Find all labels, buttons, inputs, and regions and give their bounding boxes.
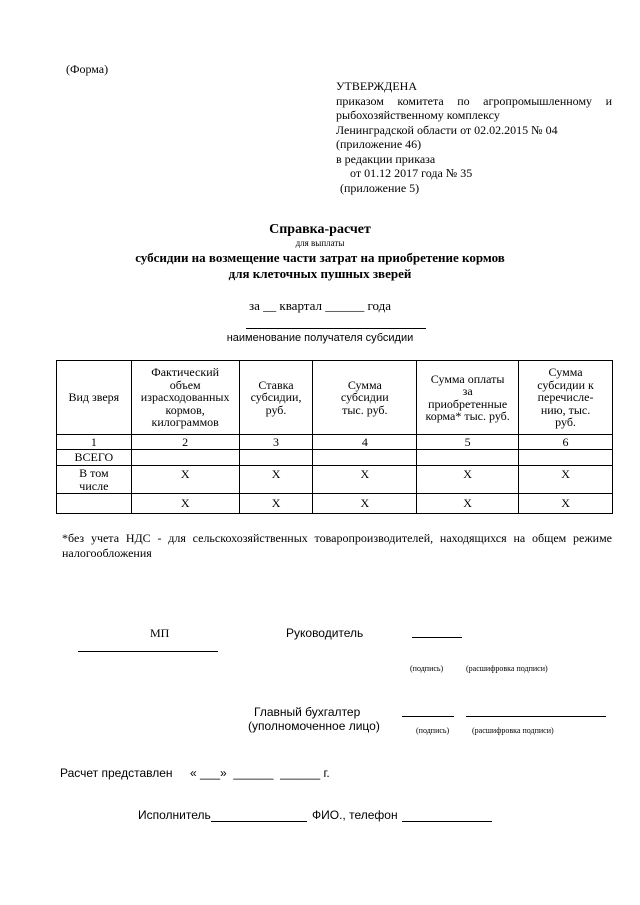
row-label: В том числе <box>57 466 132 494</box>
fio-phone-label: ФИО., телефон <box>312 808 398 822</box>
number-cell: 6 <box>519 435 613 450</box>
sign-caption: (подпись) <box>416 726 450 735</box>
table-row-total <box>57 450 613 466</box>
header-cell: Вид зверя <box>57 361 132 435</box>
header-cell: Сумма субсидии тыс. руб. <box>313 361 417 435</box>
doc-subtitle: для выплаты <box>295 238 345 248</box>
form-label: (Форма) <box>66 62 109 76</box>
table-row-extra <box>57 494 613 514</box>
recipient-caption: наименование получателя субсидии <box>226 332 414 344</box>
approval-line: приказом комитета по агропромышленному и <box>336 93 612 108</box>
doc-title-line: для клеточных пушных зверей <box>228 266 412 281</box>
footnote: *без учета НДС - для сельскохозяйственных товаропроизводителей, находящихся на общем режиме налогообложения <box>62 531 612 560</box>
table-header-row <box>57 361 613 435</box>
table-row-incl <box>57 466 613 494</box>
approval-block <box>336 79 612 195</box>
header-cell: Сумма оплаты за приобретенные корма* тыс. руб. <box>417 361 519 435</box>
table-cell <box>131 450 239 466</box>
head-label: Руководитель <box>286 626 364 640</box>
x-cell: X <box>313 494 417 514</box>
fio-phone-line <box>402 821 492 822</box>
x-cell: X <box>131 466 239 494</box>
stamp-line <box>78 651 218 652</box>
stamp-label: МП <box>150 626 170 640</box>
row-label: ВСЕГО <box>57 450 132 466</box>
submitted-date: « ___» ______ ______ г. <box>190 766 330 780</box>
recipient-line <box>246 328 426 329</box>
accountant-signature-line <box>402 716 454 717</box>
header-cell: Сумма субсидии к перечисле-нию, тыс. руб. <box>519 361 613 435</box>
header-cell: Ставка субсидии, руб. <box>239 361 313 435</box>
approval-line: (приложение 5) <box>340 180 420 195</box>
x-cell: X <box>239 466 313 494</box>
decode-caption: (расшифровка подписи) <box>466 664 548 673</box>
number-cell: 1 <box>57 435 132 450</box>
accountant-label: Главный бухгалтер <box>254 705 361 719</box>
approval-line: в редакции приказа <box>336 151 436 166</box>
table-cell <box>313 450 417 466</box>
approval-line: от 01.12 2017 года № 35 <box>350 166 473 180</box>
executor-line <box>211 821 307 822</box>
header-cell: Фактический объем израсходованных кормов, килограммов <box>131 361 239 435</box>
approval-line: рыбохозяйственному комплексу <box>336 108 500 122</box>
table-cell <box>519 450 613 466</box>
number-cell: 5 <box>417 435 519 450</box>
table-number-row <box>57 435 613 450</box>
sign-caption: (подпись) <box>410 664 444 673</box>
x-cell: X <box>131 494 239 514</box>
approval-line: Ленинградской области от 02.02.2015 № 04 <box>336 122 558 137</box>
x-cell: X <box>313 466 417 494</box>
accountant-sublabel: (уполномоченное лицо) <box>248 719 380 733</box>
number-cell: 2 <box>131 435 239 450</box>
doc-title: Справка-расчет <box>269 222 371 237</box>
number-cell: 4 <box>313 435 417 450</box>
x-cell: X <box>519 494 613 514</box>
calculation-table <box>56 360 613 514</box>
approval-line: (приложение 46) <box>336 137 422 151</box>
number-cell: 3 <box>239 435 313 450</box>
approval-heading: УТВЕРЖДЕНА <box>336 79 418 93</box>
period-line: за __ квартал ______ года <box>248 298 392 313</box>
x-cell: X <box>519 466 613 494</box>
table-cell <box>417 450 519 466</box>
x-cell: X <box>417 466 519 494</box>
accountant-decode-line <box>466 716 606 717</box>
head-signature-line <box>412 637 462 638</box>
x-cell: X <box>417 494 519 514</box>
x-cell: X <box>239 494 313 514</box>
table-cell <box>239 450 313 466</box>
decode-caption: (расшифровка подписи) <box>472 726 554 735</box>
table-cell <box>57 494 132 514</box>
doc-title-line: субсидии на возмещение части затрат на приобретение кормов <box>135 250 505 265</box>
executor-label: Исполнитель <box>138 808 211 822</box>
submitted-label: Расчет представлен <box>60 766 173 780</box>
